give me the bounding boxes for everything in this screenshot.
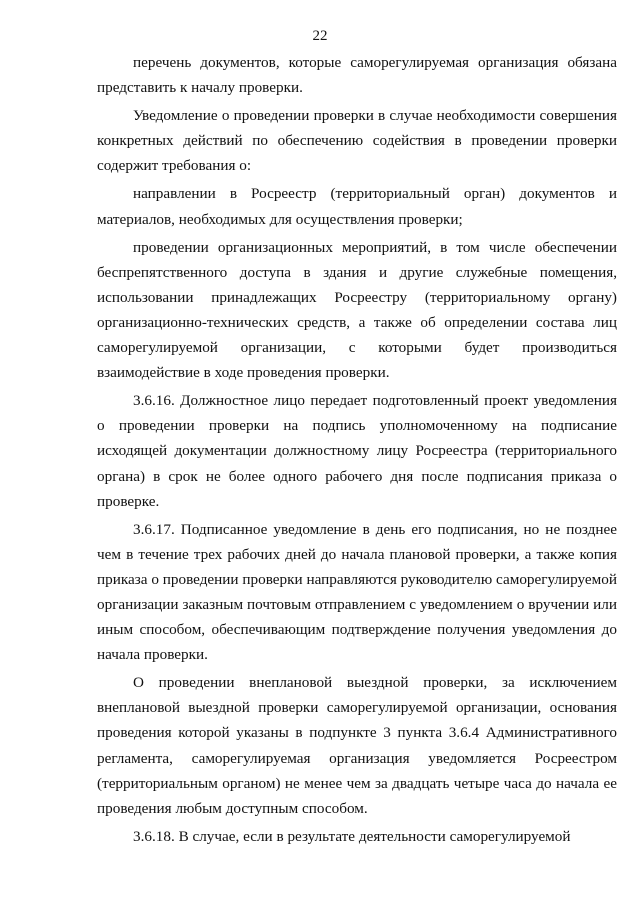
paragraph-3-6-16: 3.6.16. Должностное лицо передает подготовленный проект уведомления о проведении проверки на подпись уполномоченному на подписание исходящей документации должностному лицу Росреестра (территориального органа) в срок не более одного рабочего дня после подписания приказа о проверке. [97, 392, 617, 510]
paragraph-send-documents: направлении в Росреестр (территориальный орган) документов и материалов, необходимых для осуществления проверки; [97, 185, 617, 228]
paragraph-notification-requirements: Уведомление о проведении проверки в случае необходимости совершения конкретных действий по обеспечению содействия в проведении проверки содержит требования о: [97, 107, 617, 175]
paragraph-documents-list: перечень документов, которые саморегулируемая организация обязана представить к началу проверки. [97, 54, 617, 97]
paragraph-unscheduled-inspection: О проведении внеплановой выездной проверки, за исключением внеплановой выездной проверки саморегулируемой организации, основания проведения которой указаны в подпункте 3 пункта 3.6.4 Административного регламента, саморегулируемая организация уведомляется Росреестром (территориальным органом) не менее чем за двадцать четыре часа до начала ее проведения любым доступным способом. [97, 674, 617, 817]
page-number: 22 [312, 28, 328, 44]
document-body [97, 50, 617, 852]
paragraph-3-6-18: 3.6.18. В случае, если в результате деятельности саморегулируемой [133, 827, 571, 845]
paragraph-organizational-measures: проведении организационных мероприятий, в том числе обеспечении беспрепятственного доступа в здания и другие служебные помещения, использовании принадлежащих Росреестру (территориальному органу) организационно-технических средств, а также об определении состава лиц саморегулируемой организации, с которыми будет производиться взаимодействие в ходе проведения проверки. [97, 238, 617, 382]
paragraph-3-6-17: 3.6.17. Подписанное уведомление в день его подписания, но не позднее чем в течение трех рабочих дней до начала плановой проверки, а также копия приказа о проведении проверки направляются руководителю саморегулируемой организации заказным почтовым отправлением с уведомлением о вручении или иным способом, обеспечивающим подтверждение получения уведомления до начала проверки. [97, 520, 617, 664]
